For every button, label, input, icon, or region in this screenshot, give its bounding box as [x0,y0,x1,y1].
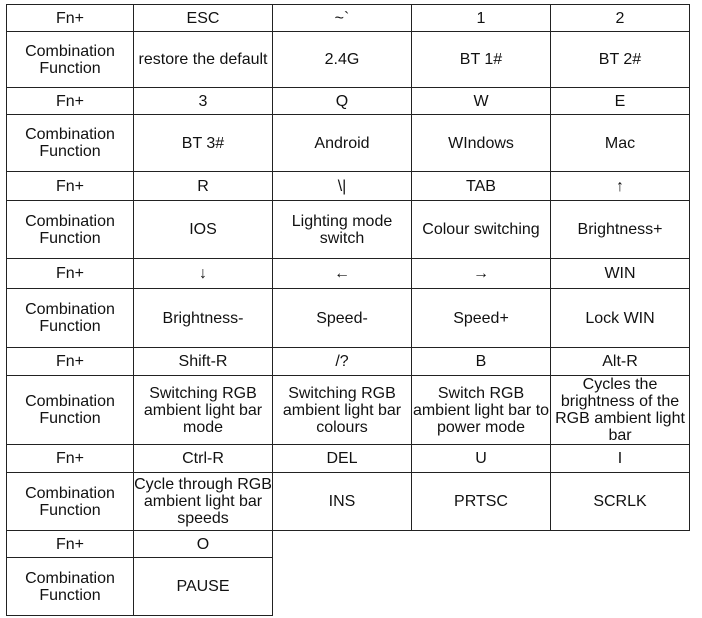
key-cell: Shift-R [134,348,273,376]
key-cell: 2 [551,5,690,32]
fn-key-row [7,445,690,473]
function-cell: Lighting mode switch [273,201,412,259]
function-cell: Mac [551,115,690,172]
empty-area [273,558,690,616]
function-cell: Android [273,115,412,172]
combination-row-label: Combination Function [7,201,134,259]
key-cell: ↑ [551,172,690,201]
key-cell: O [134,531,273,558]
key-cell: 3 [134,88,273,115]
key-cell: W [412,88,551,115]
combination-row-label: Combination Function [7,473,134,531]
key-cell: 1 [412,5,551,32]
function-cell: BT 3# [134,115,273,172]
combination-row-label: Combination Function [7,558,134,616]
function-row [7,115,690,172]
fn-row-label: Fn+ [7,445,134,473]
function-cell: Switch RGB ambient light bar to power mode [412,376,551,445]
key-cell: DEL [273,445,412,473]
key-cell: Ctrl-R [134,445,273,473]
key-cell: R [134,172,273,201]
function-cell: WIndows [412,115,551,172]
fn-row-label: Fn+ [7,259,134,289]
function-cell: Speed+ [412,289,551,348]
key-cell: ESC [134,5,273,32]
function-cell: Switching RGB ambient light bar mode [134,376,273,445]
combination-row-label: Combination Function [7,289,134,348]
fn-key-row [7,531,690,558]
fn-key-row [7,259,690,289]
combination-row-label: Combination Function [7,115,134,172]
fn-row-label: Fn+ [7,531,134,558]
key-cell: U [412,445,551,473]
key-cell: Alt-R [551,348,690,376]
function-cell: INS [273,473,412,531]
key-cell: ↓ [134,259,273,289]
key-cell: \| [273,172,412,201]
combination-row-label: Combination Function [7,32,134,88]
function-cell: PRTSC [412,473,551,531]
function-cell: IOS [134,201,273,259]
key-cell: ← [273,259,412,289]
function-row [7,376,690,445]
function-cell: PAUSE [134,558,273,616]
fn-row-label: Fn+ [7,88,134,115]
fn-row-label: Fn+ [7,5,134,32]
fn-key-row [7,88,690,115]
fn-key-row [7,348,690,376]
function-cell: Cycles the brightness of the RGB ambient light bar [551,376,690,445]
function-cell: Cycle through RGB ambient light bar speeds [134,473,273,531]
function-row [7,32,690,88]
key-cell: TAB [412,172,551,201]
function-cell: SCRLK [551,473,690,531]
function-cell: restore the default [134,32,273,88]
function-cell: 2.4G [273,32,412,88]
function-cell: Colour switching [412,201,551,259]
key-cell: B [412,348,551,376]
function-cell: Brightness+ [551,201,690,259]
function-row [7,289,690,348]
key-cell: E [551,88,690,115]
key-cell: I [551,445,690,473]
fn-row-label: Fn+ [7,172,134,201]
key-cell: /? [273,348,412,376]
function-cell: BT 1# [412,32,551,88]
fn-key-row [7,5,690,32]
empty-area [273,531,690,558]
fn-key-row [7,172,690,201]
key-cell: WIN [551,259,690,289]
fn-row-label: Fn+ [7,348,134,376]
function-cell: Speed- [273,289,412,348]
function-row [7,473,690,531]
function-cell: Brightness- [134,289,273,348]
key-cell: ~` [273,5,412,32]
combination-row-label: Combination Function [7,376,134,445]
key-cell: → [412,259,551,289]
fn-key-combination-table [6,4,690,616]
key-cell: Q [273,88,412,115]
function-row [7,558,690,616]
function-cell: Lock WIN [551,289,690,348]
function-cell: BT 2# [551,32,690,88]
function-row [7,201,690,259]
function-cell: Switching RGB ambient light bar colours [273,376,412,445]
